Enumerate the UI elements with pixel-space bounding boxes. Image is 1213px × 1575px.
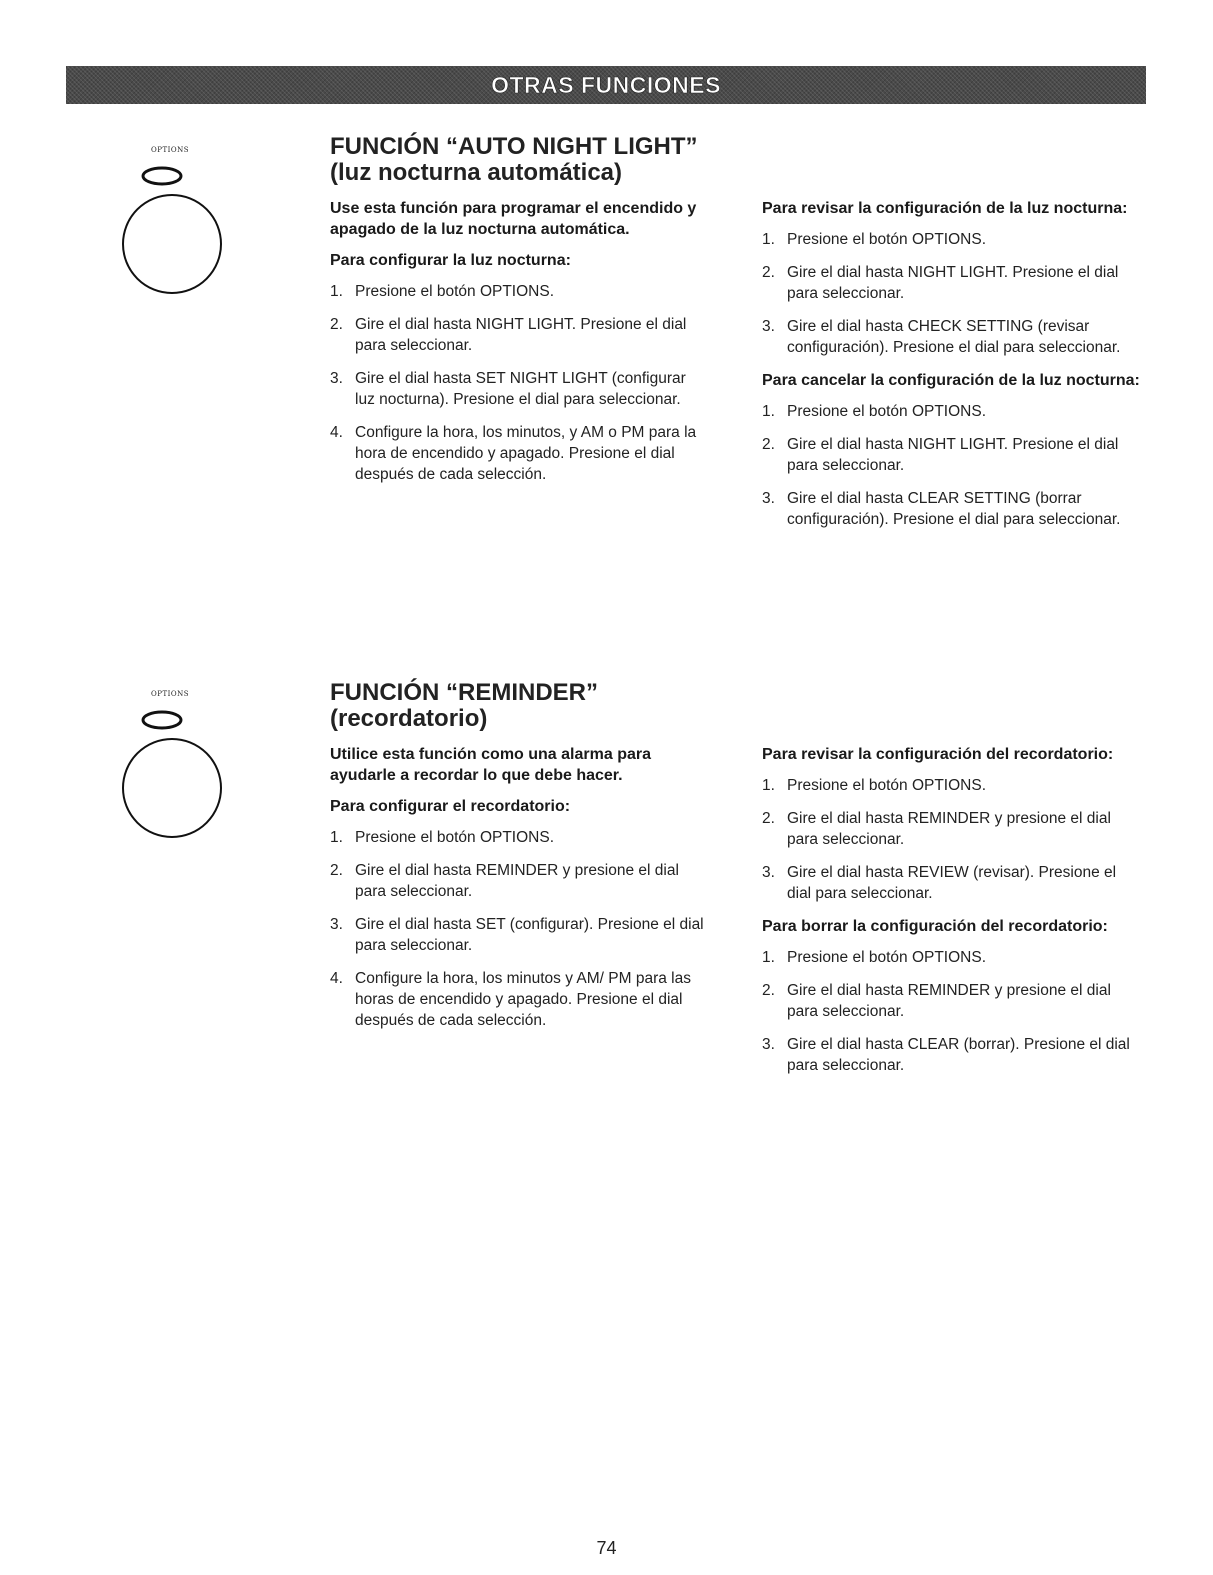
list-item: 2. Gire el dial hasta NIGHT LIGHT. Presione el dial para seleccionar. [762, 264, 1119, 302]
list-item: 2. Gire el dial hasta NIGHT LIGHT. Presione el dial para seleccionar. [330, 316, 687, 354]
subheading: Para configurar la luz nocturna: [330, 252, 571, 269]
steps-list [762, 947, 1142, 1076]
steps-list [762, 775, 1142, 904]
list-item: 2. Gire el dial hasta REMINDER y presione el dial para seleccionar. [762, 982, 1111, 1020]
knob-label: OPTIONS [151, 690, 190, 698]
list-item: 4. Configure la hora, los minutos, y AM o PM para la hora de encendido y apagado. Presione el dial después de cada selección. [330, 424, 697, 483]
options-button-icon [122, 146, 222, 296]
right-column [762, 744, 1142, 1088]
list-item: 1. Presione el botón OPTIONS. [330, 829, 555, 846]
section-title: FUNCIÓN “REMINDER” (recordatorio) [330, 679, 598, 732]
list-item: 2. Gire el dial hasta NIGHT LIGHT. Presione el dial para seleccionar. [762, 436, 1119, 474]
list-item: 2. Gire el dial hasta REMINDER y presione el dial para seleccionar. [330, 862, 679, 900]
page-number: 74 [596, 1538, 617, 1558]
section-title: FUNCIÓN “AUTO NIGHT LIGHT” (luz nocturna automática) [330, 133, 698, 186]
right-column [762, 198, 1142, 542]
left-column [330, 198, 700, 497]
banner-title: OTRAS FUNCIONES [491, 71, 721, 98]
options-button-icon [122, 690, 222, 840]
list-item: 3. Gire el dial hasta CLEAR SETTING (borrar configuración). Presione el dial para seleccionar. [762, 490, 1121, 528]
list-item: 2. Gire el dial hasta REMINDER y presione el dial para seleccionar. [762, 810, 1111, 848]
list-item: 3. Gire el dial hasta CLEAR (borrar). Presione el dial para seleccionar. [762, 1036, 1130, 1074]
intro-text: Utilice esta función como una alarma para ayudarle a recordar lo que debe hacer. [330, 746, 651, 784]
steps-list [762, 401, 1142, 530]
reminder-section [330, 679, 1150, 1074]
list-item: 3. Gire el dial hasta SET (configurar). Presione el dial para seleccionar. [330, 916, 704, 954]
subheading: Para revisar la configuración de la luz nocturna: [762, 200, 1128, 217]
list-item: 1. Presione el botón OPTIONS. [762, 777, 987, 794]
list-item: 1. Presione el botón OPTIONS. [762, 403, 987, 420]
subheading: Para cancelar la configuración de la luz nocturna: [762, 372, 1140, 389]
list-item: 1. Presione el botón OPTIONS. [762, 231, 987, 248]
subheading: Para borrar la configuración del recordatorio: [762, 918, 1108, 935]
subheading: Para revisar la configuración del recordatorio: [762, 746, 1114, 763]
steps-list [762, 229, 1142, 358]
list-item: 1. Presione el botón OPTIONS. [330, 283, 555, 300]
section-banner [66, 66, 1146, 104]
steps-list [330, 827, 710, 1031]
list-item: 3. Gire el dial hasta CHECK SETTING (revisar configuración). Presione el dial para seleccionar. [762, 318, 1121, 356]
list-item: 3. Gire el dial hasta REVIEW (revisar). Presione el dial para seleccionar. [762, 864, 1117, 902]
left-column [330, 744, 710, 1043]
subheading: Para configurar el recordatorio: [330, 798, 571, 815]
knob-label: OPTIONS [151, 146, 190, 154]
list-item: 4. Configure la hora, los minutos y AM/ PM para las horas de encendido y apagado. Presione el dial después de cada selección. [330, 970, 691, 1029]
list-item: 3. Gire el dial hasta SET NIGHT LIGHT (configurar luz nocturna). Presione el dial para seleccionar. [330, 370, 686, 408]
steps-list [330, 281, 700, 485]
list-item: 1. Presione el botón OPTIONS. [762, 949, 987, 966]
auto-night-light-section [330, 133, 1150, 528]
intro-text: Use esta función para programar el encendido y apagado de la luz nocturna automática. [330, 200, 697, 238]
